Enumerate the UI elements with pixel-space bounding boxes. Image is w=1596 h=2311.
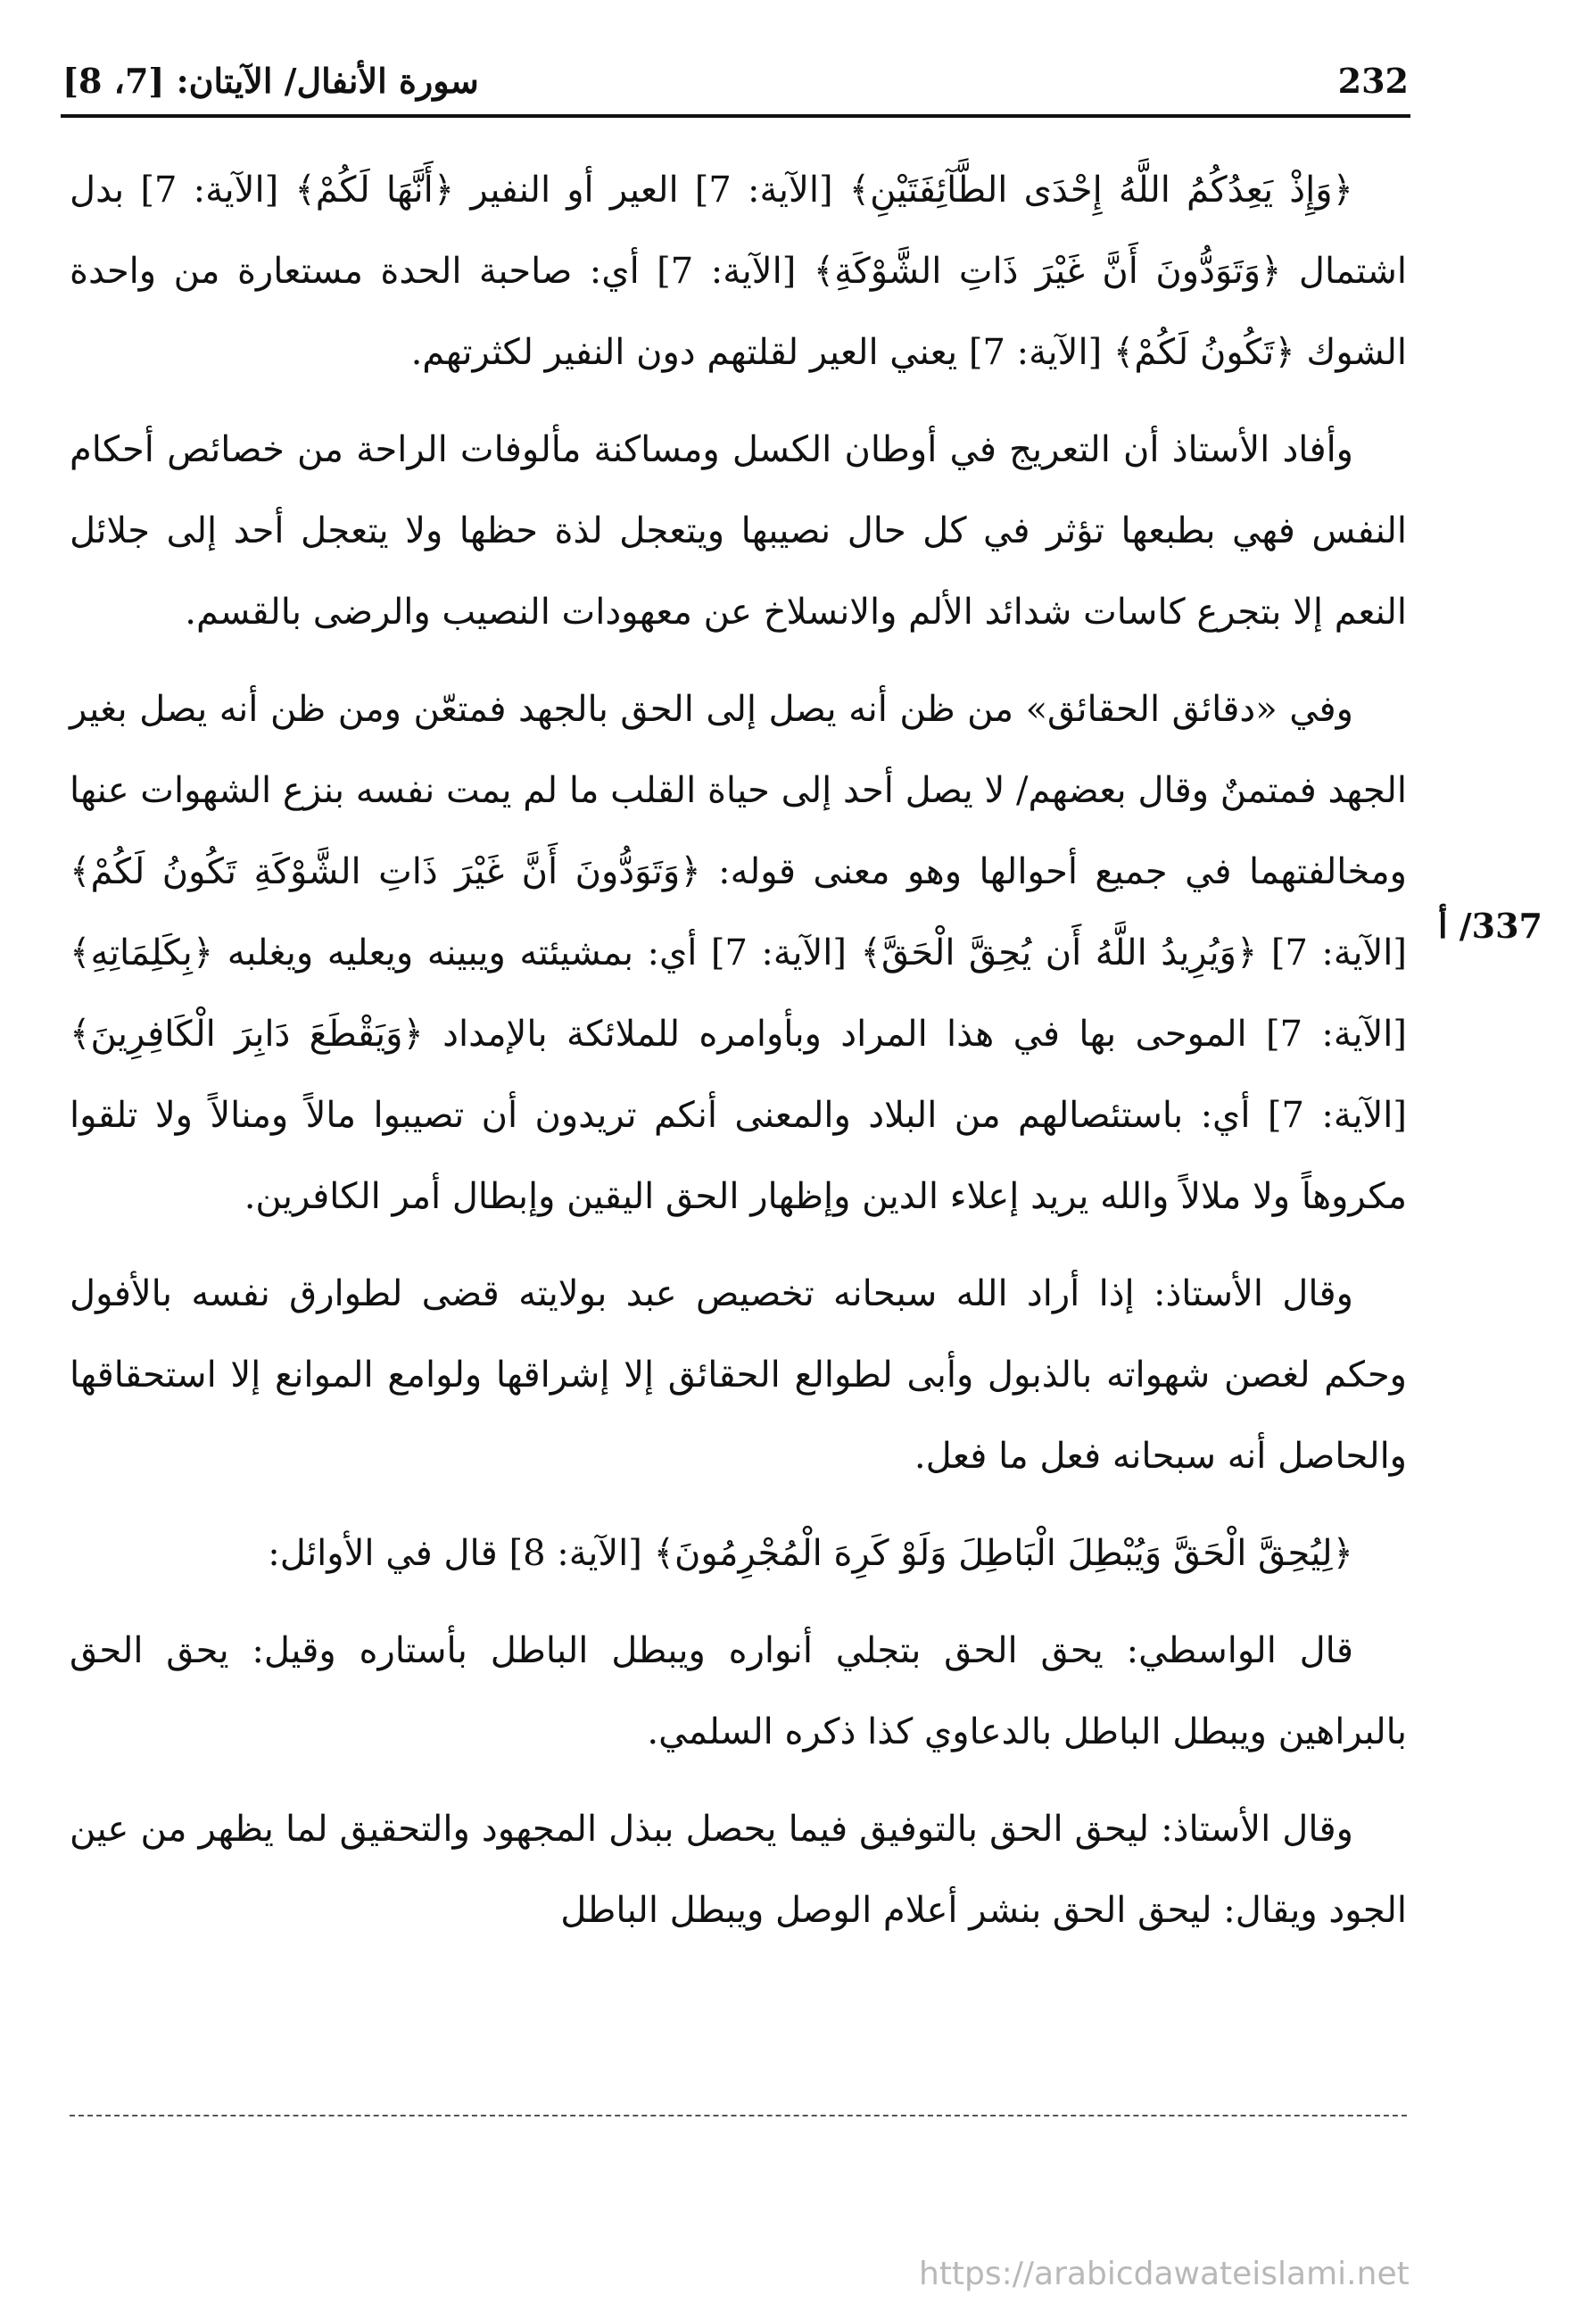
page-header — [62, 49, 1409, 112]
main-text — [70, 150, 1407, 1967]
dashed-separator — [70, 2115, 1407, 2116]
chapter-title: سورة الأنفال/ الآيتان: [7، 8] — [62, 60, 479, 101]
margin-folio-note: 337/ أ — [1438, 906, 1542, 946]
paragraph-7: وقال الأستاذ: ليحق الحق بالتوفيق فيما يحصل ببذل المجهود والتحقيق لما يظهر من عين الجود ويقال: ليحق الحق بنشر أعلام الوصل ويبطل الباطل — [70, 1809, 1407, 1931]
header-divider — [61, 114, 1410, 118]
site-watermark: https://arabicdawateislami.net — [919, 2256, 1410, 2292]
paragraph-5: ﴿لِيُحِقَّ الْحَقَّ وَيُبْطِلَ الْبَاطِلَ وَلَوْ كَرِهَ الْمُجْرِمُونَ﴾ [الآية: 8] قال في الأوائل: — [268, 1533, 1353, 1574]
paragraph-6: قال الواسطي: يحق الحق بتجلي أنواره ويبطل الباطل بأستاره وقيل: يحق الحق بالبراهين ويبطل الباطل بالدعاوي كذا ذكره السلمي. — [70, 1630, 1407, 1752]
paragraph-4: وقال الأستاذ: إذا أراد الله سبحانه تخصيص عبد بولايته قضى لطوارق نفسه بالأفول وحكم لغصن شهواته بالذبول وأبى لطوالع الحقائق إلا إشراقها ولوامع الموانع إلا استحقاقها والحاصل أنه سبحانه فعل ما فعل. — [70, 1273, 1407, 1477]
paragraph-2: وأفاد الأستاذ أن التعريج في أوطان الكسل ومساكنة مألوفات الراحة من خصائص أحكام النفس فهي بطبعها تؤثر في كل حال نصيبها ويتعجل لذة حظها ولا يتعجل أحد إلى جلائل النعم إلا بتجرع كاسات شدائد الألم والانسلاخ عن معهودات النصيب والرضى بالقسم. — [70, 429, 1407, 633]
paragraph-3: وفي «دقائق الحقائق» من ظن أنه يصل إلى الحق بالجهد فمتعّن ومن ظن أنه يصل بغير الجهد فمتمنٌ وقال بعضهم/ لا يصل أحد إلى حياة القلب ما لم يمت نفسه بنزع الشهوات عنها ومخالفتهما في جميع أحوالها وهو معنى قوله: ﴿وَتَوَدُّونَ أَنَّ غَيْرَ ذَاتِ الشَّوْكَةِ تَكُونُ لَكُمْ﴾ [الآية: 7] ﴿وَيُرِيدُ اللَّهُ أَن يُحِقَّ الْحَقَّ﴾ [الآية: 7] أي: بمشيئته ويبينه ويعليه ويغلبه ﴿بِكَلِمَاتِهِ﴾ [الآية: 7] الموحى بها في هذا المراد وبأوامره للملائكة بالإمداد ﴿وَيَقْطَعَ دَابِرَ الْكَافِرِينَ﴾ [الآية: 7] أي: باستئصالهم من البلاد والمعنى أنكم تريدون أن تصيبوا مالاً ومنالاً ولا تلقوا مكروهاً ولا ملالاً والله يريد إعلاء الدين وإظهار الحق اليقين وإبطال أمر الكافرين. — [70, 689, 1407, 1217]
paragraph-1: ﴿وَإِذْ يَعِدُكُمُ اللَّهُ إِحْدَى الطَّآئِفَتَيْنِ﴾ [الآية: 7] العير أو النفير ﴿أَنَّهَا لَكُمْ﴾ [الآية: 7] بدل اشتمال ﴿وَتَوَدُّونَ أَنَّ غَيْرَ ذَاتِ الشَّوْكَةِ﴾ [الآية: 7] أي: صاحبة الحدة مستعارة من واحدة الشوك ﴿تَكُونُ لَكُمْ﴾ [الآية: 7] يعني العير لقلتهم دون النفير لكثرتهم. — [70, 170, 1408, 373]
page-number: 232 — [1337, 60, 1409, 101]
